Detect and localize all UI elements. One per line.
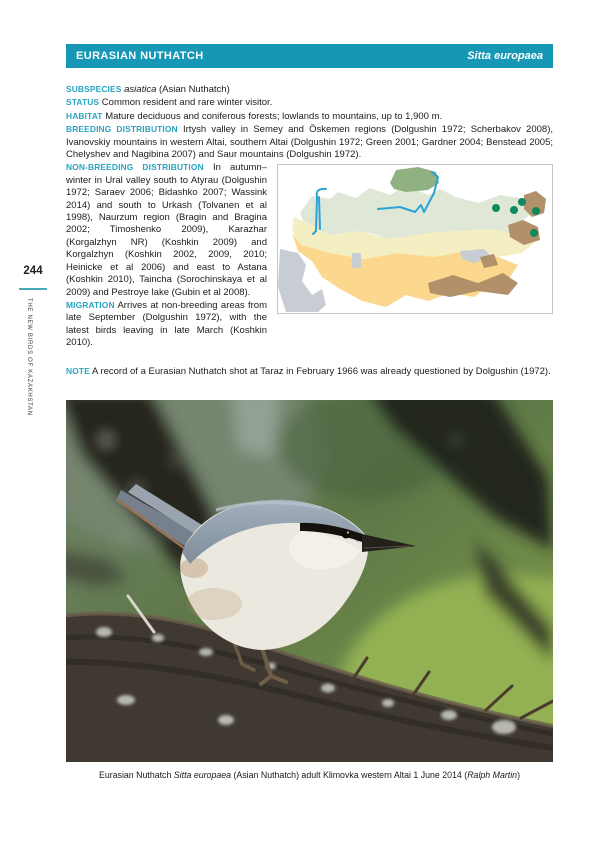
caption-part: Eurasian Nuthatch	[98, 769, 174, 780]
species-common-name: EURASIAN NUTHATCH	[76, 50, 204, 62]
note-paragraph	[66, 365, 553, 378]
bird-photograph	[66, 400, 553, 762]
breeding-paragraph	[66, 123, 553, 161]
habitat-label: HABITAT	[66, 110, 103, 121]
non-breeding-label: NON-BREEDING DISTRIBUTION	[66, 162, 204, 173]
caption-part: )	[517, 769, 521, 780]
photo-caption	[66, 770, 553, 781]
note-label: NOTE	[66, 365, 90, 376]
non-breeding-text: In autumn–winter in Ural valley south to Atyrau (Dolgushin 1972; Saraev 2006; Bidashko 2007; Wassink 2014) and south to Urkash (Tolvanen et al 1998), Naurzum region (Bragin and Bragina 2002; Timoshenko 2009), Karazhar (Korgalzhyn NR) (Koshkin 2009) and Korgalzhyn (Koshkin 2002, 2009, 2010; Heinicke et al 2006) and east to Astana (Koshkin 2010), Taincha (Sorochinskaya et al 2009) and Pestroye lake (Gubin et al 2008).	[66, 162, 267, 298]
caption-scientific-name: Sitta europaea	[173, 769, 232, 780]
species-scientific-name: Sitta europaea	[467, 50, 543, 62]
subspecies-label: SUBSPECIES	[66, 84, 122, 94]
page-number: 244	[23, 265, 43, 277]
book-title-vertical: THE NEW BIRDS OF KAZAKHSTAN	[26, 298, 32, 416]
nuthatch-photo-illustration	[66, 400, 553, 762]
species-header-bar	[66, 44, 553, 68]
habitat-text: Mature deciduous and coniferous forests; lowlands to mountains, up to 1,900 m.	[105, 110, 443, 122]
breeding-text: Irtysh valley in Semey and Öskemen regions (Dolgushin 1972; Scherbakov 2008), Ivanovskiy mountains in western Altai, southern Altai (Dolgushin 1972; Green 2001; Gardner 2004; Benstead 2005; Chelyshev and Nagibina 2007) and Saur mountains (Dolgushin 1972).	[66, 124, 553, 161]
subspecies-name: asiatica	[124, 84, 157, 95]
migration-label: MIGRATION	[66, 299, 115, 310]
kazakhstan-map	[278, 165, 552, 313]
distribution-map	[277, 164, 553, 314]
map-region-forest	[390, 167, 439, 192]
status-label: STATUS	[66, 97, 100, 108]
subspecies-rest: (Asian Nuthatch)	[159, 84, 230, 95]
species-account-text	[66, 83, 553, 378]
bird-eye	[342, 529, 351, 538]
status-paragraph	[66, 96, 553, 109]
migration-text: Arrives at non-breeding areas from late September (Dolgushin 1972), with the latest birds leaving in late March (Koshkin 2010).	[66, 299, 267, 349]
content-column	[66, 44, 553, 781]
subspecies-paragraph	[66, 83, 553, 96]
sidebar-divider	[19, 288, 47, 290]
breeding-label: BREEDING DISTRIBUTION	[66, 124, 178, 135]
habitat-paragraph	[66, 110, 553, 123]
caption-photographer: Ralph Martin	[467, 769, 518, 780]
status-text: Common resident and rare winter visitor.	[101, 97, 273, 109]
caption-part: (Asian Nuthatch) adult Klimovka western Altai 1 June 2014 (	[231, 769, 468, 780]
note-text: A record of a Eurasian Nuthatch shot at Taraz in February 1966 was already questioned by Dolgushin (1972).	[92, 365, 551, 377]
